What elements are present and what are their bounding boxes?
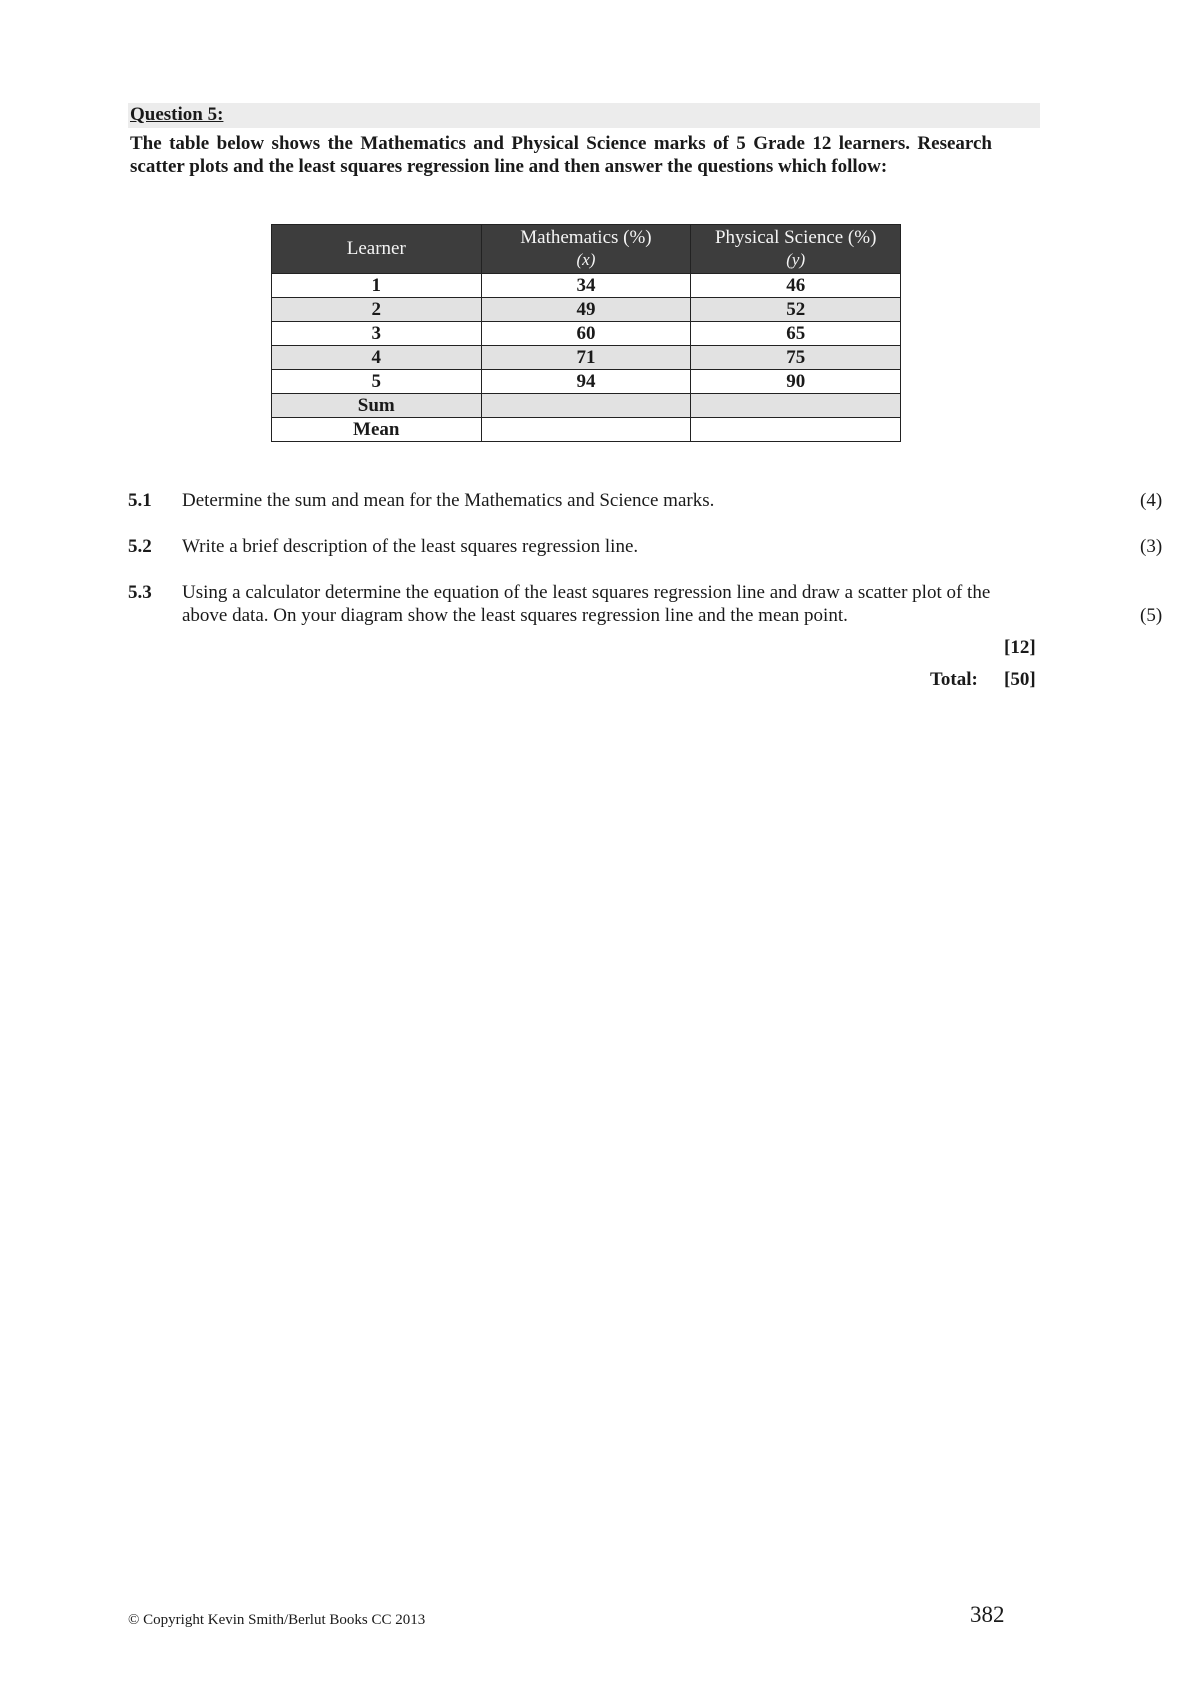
- cell-math: 71: [481, 346, 691, 370]
- subquestion-text: Determine the sum and mean for the Mathematics and Science marks.: [182, 490, 715, 511]
- total-label: Total:: [930, 669, 978, 690]
- header-physical-science: [691, 225, 901, 274]
- cell-math: [481, 418, 691, 442]
- page-number: 382: [970, 1602, 1005, 1627]
- subquestion-marks: (4): [1140, 490, 1163, 511]
- question-header-band: [128, 103, 1040, 128]
- cell-science: 90: [691, 370, 901, 394]
- cell-learner: Mean: [272, 418, 482, 442]
- table-header-row: [272, 225, 901, 274]
- cell-math: 94: [481, 370, 691, 394]
- table-row: [272, 274, 901, 298]
- subquestion-number: 5.2: [128, 536, 152, 557]
- question-total-marks: [12]: [1004, 637, 1036, 658]
- table-row: [272, 370, 901, 394]
- cell-math: [481, 394, 691, 418]
- cell-science: [691, 418, 901, 442]
- cell-learner: 1: [272, 274, 482, 298]
- table-row: [272, 346, 901, 370]
- cell-science: 65: [691, 322, 901, 346]
- subquestion-number: 5.3: [128, 582, 152, 603]
- cell-science: [691, 394, 901, 418]
- question-title: Question 5:: [130, 104, 224, 125]
- header-label: Learner: [346, 238, 406, 259]
- subquestion-text: Using a calculator determine the equation of the least squares regression line and draw a scatter plot of the above data. On your diagram show the least squares regression line and the mean point.: [182, 582, 991, 626]
- cell-learner: 4: [272, 346, 482, 370]
- cell-learner: 2: [272, 298, 482, 322]
- header-mathematics: [481, 225, 691, 274]
- table-row: [272, 322, 901, 346]
- marks-table: [271, 224, 901, 442]
- copyright-footer: © Copyright Kevin Smith/Berlut Books CC 2013: [128, 1612, 426, 1628]
- cell-math: 60: [481, 322, 691, 346]
- cell-science: 75: [691, 346, 901, 370]
- cell-math: 49: [481, 298, 691, 322]
- subquestion-text: Write a brief description of the least squares regression line.: [182, 536, 639, 557]
- cell-learner: 5: [272, 370, 482, 394]
- cell-learner: Sum: [272, 394, 482, 418]
- header-label: Physical Science (%): [714, 227, 877, 248]
- header-label: Mathematics (%): [520, 227, 652, 248]
- question-intro: The table below shows the Mathematics and Physical Science marks of 5 Grade 12 learners. Research scatter plots and the least squares regression line and then answer the questions which follow:: [130, 133, 992, 177]
- table-row-mean: [272, 418, 901, 442]
- subquestion-marks: (3): [1140, 536, 1163, 557]
- cell-math: 34: [481, 274, 691, 298]
- header-variable: (y): [786, 250, 806, 269]
- total-marks: [50]: [1004, 669, 1036, 690]
- header-learner: [272, 225, 482, 274]
- cell-science: 52: [691, 298, 901, 322]
- header-variable: (x): [576, 250, 596, 269]
- table-row: [272, 298, 901, 322]
- subquestion-number: 5.1: [128, 490, 152, 511]
- subquestion-marks: (5): [1140, 605, 1163, 626]
- cell-learner: 3: [272, 322, 482, 346]
- table-row-sum: [272, 394, 901, 418]
- cell-science: 46: [691, 274, 901, 298]
